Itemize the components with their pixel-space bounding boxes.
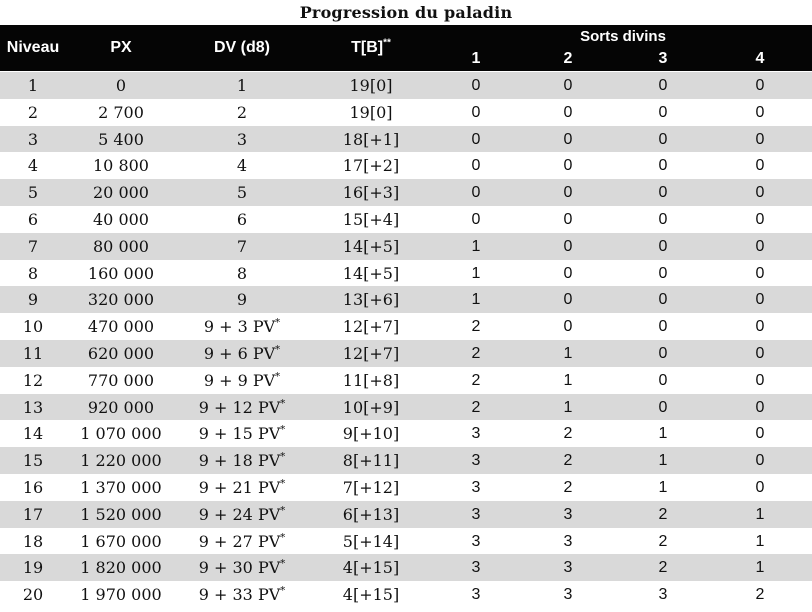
cell-niveau: 6 bbox=[27, 209, 39, 229]
cell-niveau: 1 bbox=[27, 76, 39, 95]
cell-sort-3: 0 bbox=[658, 264, 668, 282]
cell-px: 5 400 bbox=[98, 129, 144, 149]
cell-tb: 11[+8] bbox=[342, 370, 400, 390]
cell-tb: 14[+5] bbox=[342, 263, 400, 283]
cell-sort-2: 0 bbox=[563, 184, 573, 202]
cell-sort-2: 0 bbox=[563, 264, 573, 282]
cell-dv-value: 9 + 3 PV bbox=[203, 317, 276, 337]
cell-sort-4: 2 bbox=[755, 586, 765, 604]
cell-sort-2: 3 bbox=[563, 559, 573, 577]
cell-sort-2: 3 bbox=[563, 505, 573, 523]
cell-niveau: 19 bbox=[22, 558, 44, 578]
cell-sort-4: 0 bbox=[755, 371, 765, 389]
cell-dv bbox=[176, 528, 308, 555]
cell-dv bbox=[176, 420, 308, 447]
table-body bbox=[0, 72, 812, 608]
cell-dv-value: 9 bbox=[236, 290, 248, 310]
cell-dv-footnote-mark: * bbox=[280, 532, 286, 544]
cell-tb: 18[+1] bbox=[342, 129, 400, 149]
cell-sort-2: 3 bbox=[563, 532, 573, 550]
cell-sort-4: 1 bbox=[755, 505, 765, 523]
header-sort-level-1: 1 bbox=[471, 50, 481, 67]
cell-px: 1 370 000 bbox=[80, 477, 162, 497]
cell-niveau: 5 bbox=[27, 183, 39, 203]
table-row bbox=[0, 206, 812, 233]
cell-sort-1: 2 bbox=[471, 344, 481, 362]
cell-sort-1: 3 bbox=[471, 559, 481, 577]
cell-sort-4: 0 bbox=[755, 318, 765, 336]
cell-px: 10 800 bbox=[93, 156, 149, 176]
table-header bbox=[0, 25, 812, 71]
cell-dv-value: 9 + 30 PV bbox=[198, 558, 281, 578]
cell-dv bbox=[176, 394, 308, 421]
header-tb-label: T[B] bbox=[351, 39, 384, 56]
cell-sort-1: 0 bbox=[471, 184, 481, 202]
cell-dv bbox=[176, 99, 308, 126]
cell-sort-2: 0 bbox=[563, 157, 573, 175]
cell-sort-4: 0 bbox=[755, 344, 765, 362]
cell-px: 40 000 bbox=[93, 209, 149, 229]
cell-tb: 13[+6] bbox=[342, 290, 400, 310]
cell-niveau: 14 bbox=[22, 424, 44, 444]
cell-dv bbox=[176, 260, 308, 287]
cell-sort-3: 1 bbox=[658, 478, 668, 496]
cell-sort-3: 0 bbox=[658, 291, 668, 309]
table-row bbox=[0, 340, 812, 367]
cell-sort-3: 0 bbox=[658, 237, 668, 255]
table-row bbox=[0, 581, 812, 608]
cell-sort-4: 0 bbox=[755, 478, 765, 496]
cell-sort-2: 0 bbox=[563, 103, 573, 121]
cell-sort-2: 1 bbox=[563, 371, 573, 389]
cell-sort-1: 3 bbox=[471, 425, 481, 443]
cell-sort-3: 0 bbox=[658, 344, 668, 362]
cell-dv bbox=[176, 179, 308, 206]
cell-niveau: 3 bbox=[27, 129, 39, 149]
cell-tb: 17[+2] bbox=[342, 156, 400, 176]
cell-niveau: 17 bbox=[22, 504, 44, 524]
cell-dv bbox=[176, 340, 308, 367]
cell-sort-2: 1 bbox=[563, 344, 573, 362]
cell-sort-3: 3 bbox=[658, 586, 668, 604]
cell-niveau: 15 bbox=[22, 451, 44, 471]
cell-sort-4: 0 bbox=[755, 425, 765, 443]
cell-dv-footnote-mark: * bbox=[275, 344, 281, 356]
cell-sort-1: 1 bbox=[471, 264, 481, 282]
cell-niveau: 11 bbox=[22, 343, 44, 363]
cell-sort-3: 0 bbox=[658, 77, 668, 94]
cell-dv-footnote-mark: * bbox=[280, 478, 286, 490]
header-tb-footnote-mark: ** bbox=[383, 37, 391, 49]
cell-sort-4: 0 bbox=[755, 184, 765, 202]
cell-sort-3: 0 bbox=[658, 318, 668, 336]
cell-px: 80 000 bbox=[93, 236, 149, 256]
cell-sort-2: 1 bbox=[563, 398, 573, 416]
table-row bbox=[0, 447, 812, 474]
cell-dv-value: 2 bbox=[236, 102, 248, 122]
table-row bbox=[0, 420, 812, 447]
cell-px: 20 000 bbox=[93, 183, 149, 203]
cell-sort-3: 2 bbox=[658, 505, 668, 523]
table-row bbox=[0, 394, 812, 421]
cell-px: 160 000 bbox=[87, 263, 155, 283]
table-title: Progression du paladin bbox=[299, 3, 513, 22]
table-row bbox=[0, 367, 812, 394]
header-niveau: Niveau bbox=[6, 39, 60, 56]
cell-tb: 19[0] bbox=[349, 102, 393, 122]
cell-tb: 4[+15] bbox=[342, 585, 400, 605]
cell-tb: 16[+3] bbox=[342, 183, 400, 203]
cell-sort-4: 0 bbox=[755, 452, 765, 470]
cell-dv bbox=[176, 474, 308, 501]
cell-sort-2: 3 bbox=[563, 586, 573, 604]
cell-sort-1: 3 bbox=[471, 505, 481, 523]
cell-sort-3: 0 bbox=[658, 398, 668, 416]
cell-sort-3: 1 bbox=[658, 452, 668, 470]
table-row bbox=[0, 233, 812, 260]
cell-dv-footnote-mark: * bbox=[275, 317, 281, 329]
cell-px: 920 000 bbox=[87, 397, 155, 417]
cell-px: 1 220 000 bbox=[80, 451, 162, 471]
cell-dv-footnote-mark: * bbox=[275, 371, 281, 383]
cell-tb: 12[+7] bbox=[342, 343, 400, 363]
cell-tb: 5[+14] bbox=[342, 531, 400, 551]
cell-sort-4: 0 bbox=[755, 210, 765, 228]
table-row bbox=[0, 179, 812, 206]
cell-px: 620 000 bbox=[87, 343, 155, 363]
cell-sort-2: 2 bbox=[563, 452, 573, 470]
cell-px: 1 070 000 bbox=[80, 424, 162, 444]
cell-sort-1: 0 bbox=[471, 130, 481, 148]
cell-niveau: 13 bbox=[22, 397, 44, 417]
cell-px: 0 bbox=[115, 76, 127, 95]
table-row bbox=[0, 126, 812, 153]
cell-dv bbox=[176, 206, 308, 233]
cell-dv bbox=[176, 313, 308, 340]
table-row bbox=[0, 152, 812, 179]
cell-sort-2: 0 bbox=[563, 77, 573, 94]
cell-niveau: 2 bbox=[27, 102, 39, 122]
cell-px: 320 000 bbox=[87, 290, 155, 310]
cell-sort-1: 3 bbox=[471, 532, 481, 550]
table-row bbox=[0, 501, 812, 528]
cell-px: 1 820 000 bbox=[80, 558, 162, 578]
cell-dv bbox=[176, 367, 308, 394]
header-sort-level-3: 3 bbox=[658, 50, 668, 67]
cell-tb: 15[+4] bbox=[342, 209, 400, 229]
cell-tb: 7[+12] bbox=[342, 477, 400, 497]
cell-dv-footnote-mark: * bbox=[280, 398, 286, 410]
cell-dv-value: 8 bbox=[236, 263, 248, 283]
cell-dv-value: 4 bbox=[236, 156, 248, 176]
cell-niveau: 18 bbox=[22, 531, 44, 551]
cell-dv-value: 9 + 21 PV bbox=[198, 477, 281, 497]
cell-dv bbox=[176, 152, 308, 179]
cell-tb: 14[+5] bbox=[342, 236, 400, 256]
table-row bbox=[0, 313, 812, 340]
header-sort-level-4: 4 bbox=[755, 50, 765, 67]
cell-sort-4: 0 bbox=[755, 103, 765, 121]
header-px: PX bbox=[110, 39, 132, 56]
cell-dv-value: 6 bbox=[236, 209, 248, 229]
table-row bbox=[0, 72, 812, 99]
cell-sort-2: 2 bbox=[563, 478, 573, 496]
cell-sort-4: 0 bbox=[755, 77, 765, 94]
cell-sort-4: 0 bbox=[755, 264, 765, 282]
cell-tb: 6[+13] bbox=[342, 504, 400, 524]
cell-tb: 19[0] bbox=[349, 76, 393, 95]
cell-sort-3: 1 bbox=[658, 425, 668, 443]
header-tb bbox=[308, 25, 434, 71]
cell-sort-2: 0 bbox=[563, 237, 573, 255]
cell-sort-1: 3 bbox=[471, 478, 481, 496]
cell-sort-2: 0 bbox=[563, 210, 573, 228]
cell-sort-4: 0 bbox=[755, 291, 765, 309]
cell-sort-1: 0 bbox=[471, 157, 481, 175]
cell-px: 770 000 bbox=[87, 370, 155, 390]
cell-sort-1: 3 bbox=[471, 586, 481, 604]
cell-dv-value: 9 + 24 PV bbox=[198, 504, 281, 524]
cell-sort-4: 1 bbox=[755, 532, 765, 550]
cell-niveau: 7 bbox=[27, 236, 39, 256]
cell-px: 470 000 bbox=[87, 317, 155, 337]
cell-dv-footnote-mark: * bbox=[280, 585, 286, 597]
cell-sort-3: 0 bbox=[658, 184, 668, 202]
cell-niveau: 20 bbox=[22, 585, 44, 605]
cell-sort-1: 1 bbox=[471, 237, 481, 255]
table-row bbox=[0, 554, 812, 581]
cell-tb: 12[+7] bbox=[342, 317, 400, 337]
cell-sort-1: 2 bbox=[471, 318, 481, 336]
cell-niveau: 9 bbox=[27, 290, 39, 310]
cell-niveau: 4 bbox=[27, 156, 39, 176]
cell-sort-3: 0 bbox=[658, 157, 668, 175]
cell-px: 1 970 000 bbox=[80, 585, 162, 605]
cell-sort-3: 0 bbox=[658, 371, 668, 389]
cell-sort-4: 0 bbox=[755, 130, 765, 148]
cell-sort-1: 2 bbox=[471, 371, 481, 389]
cell-sort-3: 0 bbox=[658, 210, 668, 228]
cell-niveau: 16 bbox=[22, 477, 44, 497]
cell-dv-value: 1 bbox=[236, 76, 248, 95]
cell-dv-value: 3 bbox=[236, 129, 248, 149]
header-sorts-divins: Sorts divins bbox=[580, 28, 666, 45]
cell-dv-value: 9 + 9 PV bbox=[203, 370, 276, 390]
cell-px: 2 700 bbox=[98, 102, 144, 122]
cell-dv-footnote-mark: * bbox=[280, 451, 286, 463]
cell-sort-2: 0 bbox=[563, 291, 573, 309]
cell-niveau: 8 bbox=[27, 263, 39, 283]
cell-dv-value: 9 + 15 PV bbox=[198, 424, 281, 444]
cell-dv-footnote-mark: * bbox=[280, 425, 286, 437]
cell-px: 1 520 000 bbox=[80, 504, 162, 524]
cell-dv-value: 9 + 27 PV bbox=[198, 531, 281, 551]
cell-dv bbox=[176, 126, 308, 153]
table-row bbox=[0, 474, 812, 501]
cell-sort-3: 2 bbox=[658, 532, 668, 550]
cell-tb: 9[+10] bbox=[342, 424, 400, 444]
cell-niveau: 12 bbox=[22, 370, 44, 390]
cell-sort-3: 0 bbox=[658, 103, 668, 121]
cell-sort-2: 0 bbox=[563, 318, 573, 336]
cell-sort-3: 0 bbox=[658, 130, 668, 148]
cell-dv bbox=[176, 233, 308, 260]
cell-dv-value: 9 + 18 PV bbox=[198, 451, 281, 471]
cell-sort-4: 0 bbox=[755, 157, 765, 175]
cell-px: 1 670 000 bbox=[80, 531, 162, 551]
cell-sort-1: 3 bbox=[471, 452, 481, 470]
cell-sort-4: 0 bbox=[755, 398, 765, 416]
table-row bbox=[0, 528, 812, 555]
table-row bbox=[0, 99, 812, 126]
cell-dv-footnote-mark: * bbox=[280, 559, 286, 571]
header-sort-level-2: 2 bbox=[563, 50, 573, 67]
cell-dv bbox=[176, 581, 308, 608]
cell-dv-footnote-mark: * bbox=[280, 505, 286, 517]
table-row bbox=[0, 286, 812, 313]
cell-dv-value: 9 + 6 PV bbox=[203, 343, 276, 363]
cell-sort-4: 0 bbox=[755, 237, 765, 255]
cell-sort-2: 2 bbox=[563, 425, 573, 443]
cell-sort-1: 0 bbox=[471, 210, 481, 228]
cell-niveau: 10 bbox=[22, 317, 44, 337]
cell-dv bbox=[176, 72, 308, 99]
cell-tb: 4[+15] bbox=[342, 558, 400, 578]
cell-dv-value: 7 bbox=[236, 236, 248, 256]
cell-dv-value: 5 bbox=[236, 183, 248, 203]
cell-sort-1: 0 bbox=[471, 77, 481, 94]
cell-tb: 8[+11] bbox=[342, 451, 400, 471]
header-dv: DV (d8) bbox=[214, 39, 270, 56]
cell-dv bbox=[176, 447, 308, 474]
cell-dv-value: 9 + 33 PV bbox=[198, 585, 281, 605]
cell-sort-1: 2 bbox=[471, 398, 481, 416]
cell-sort-1: 1 bbox=[471, 291, 481, 309]
cell-sort-2: 0 bbox=[563, 130, 573, 148]
cell-dv-value: 9 + 12 PV bbox=[198, 397, 281, 417]
cell-sort-1: 0 bbox=[471, 103, 481, 121]
cell-dv bbox=[176, 554, 308, 581]
table-row bbox=[0, 260, 812, 287]
cell-sort-4: 1 bbox=[755, 559, 765, 577]
cell-sort-3: 2 bbox=[658, 559, 668, 577]
cell-tb: 10[+9] bbox=[342, 397, 400, 417]
cell-dv bbox=[176, 286, 308, 313]
cell-dv bbox=[176, 501, 308, 528]
